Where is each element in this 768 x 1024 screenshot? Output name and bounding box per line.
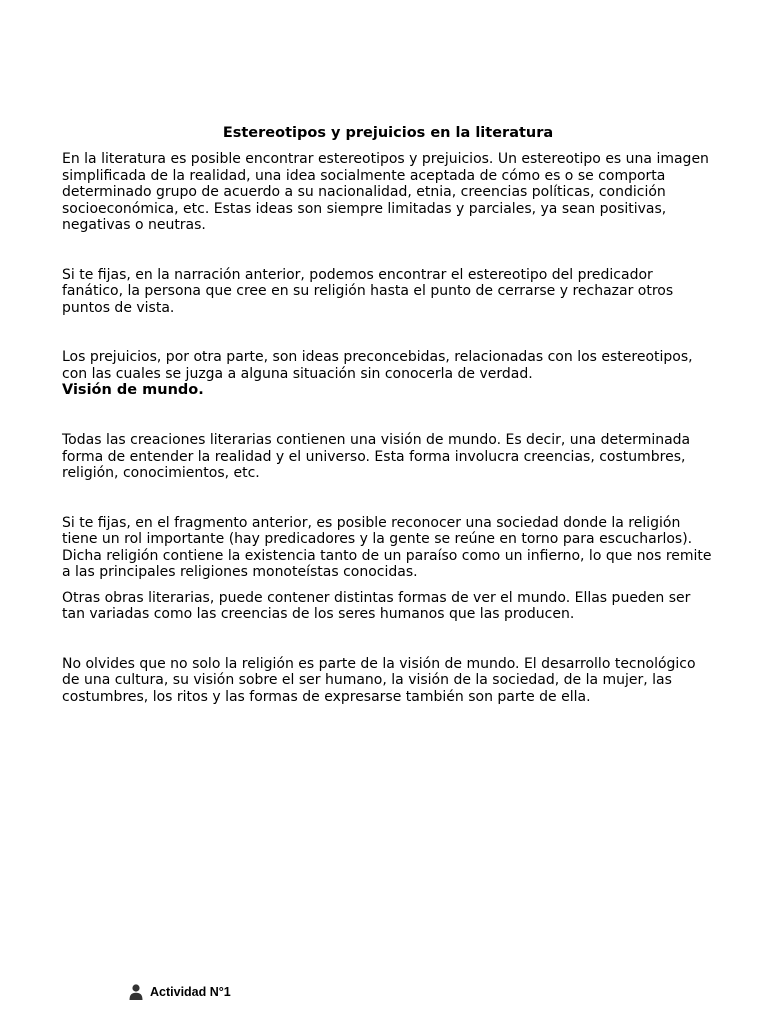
person-icon: [129, 984, 143, 1000]
paragraph-predicator: Si te fijas, en la narración anterior, podemos encontrar el estereotipo del predicador fanático, la persona que cree en su religión hasta el punto de cerrarse y rechazar otros puntos de vista.: [62, 266, 674, 316]
activity-label: Actividad N°1: [150, 985, 231, 999]
paragraph-stereotypes: En la literatura es posible encontrar estereotipos y prejuicios. Un estereotipo es una imagen simplificada de la realidad, una idea socialmente aceptada de cómo es o se comporta determinado grupo de acuerdo a su nacionalidad, etnia, creencias políticas, condición socioeconómica, etc. Estas ideas son siempre limitadas y parciales, ya sean positivas, negativas o neutras.: [62, 151, 709, 233]
paragraph-technology: No olvides que no solo la religión es parte de la visión de mundo. El desarrollo tecnológico de una cultura, su visión sobre el ser humano, la visión de la sociedad, de la mujer, las costumbres, los ritos y las formas de expresarse también son parte de ella.: [62, 655, 696, 705]
paragraph-religion: Si te fijas, en el fragmento anterior, es posible reconocer una sociedad donde la religión tiene un rol importante (hay predicadores y la gente se reúne en torno para escucharlos). Dicha religión contiene la existencia tanto de un paraíso como un infierno, lo que nos remite a las principales religiones monoteístas conocidas.: [62, 514, 712, 580]
document-title: Estereotipos y prejuicios en la literatura: [222, 125, 554, 141]
document-page: [62, 125, 714, 705]
activity-footer: [129, 984, 231, 1000]
paragraph-prejudices: Los prejuicios, por otra parte, son ideas preconcebidas, relacionadas con los estereotipos, con las cuales se juzga a alguna situación sin conocerla de verdad.: [62, 349, 693, 382]
paragraph-other-works: Otras obras literarias, puede contener distintas formas de ver el mundo. Ellas pueden ser tan variadas como las creencias de los seres humanos que las producen.: [62, 589, 691, 622]
paragraph-worldview: Todas las creaciones literarias contienen una visión de mundo. Es decir, una determinada forma de entender la realidad y el universo. Esta forma involucra creencias, costumbres, religión, conocimientos, etc.: [62, 432, 691, 481]
section-heading: Visión de mundo.: [62, 382, 204, 398]
